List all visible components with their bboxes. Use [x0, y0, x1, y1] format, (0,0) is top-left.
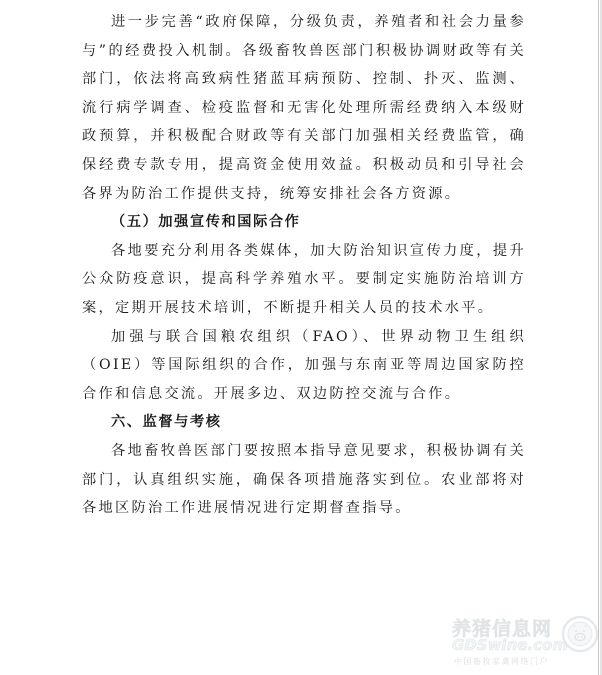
paragraph-international-cooperation: 加强与联合国粮农组织（FAO）、世界动物卫生组织（OIE）等国际组织的合作，加强与东南亚等周边国家防控合作和信息交流。开展多边、双边防控交流与合作。: [82, 328, 526, 402]
section-heading-publicity: （五）加强宣传和国际合作: [111, 214, 301, 231]
watermark-tagline: 中国畜牧家禽网络门户: [454, 657, 549, 666]
paragraph-media-training: 各地要充分利用各类媒体，加大防治知识宣传力度，提升公众防疫意识，提高科学养殖水平。要制定实施防治培训方案，定期开展技术培训，不断提升相关人员的技术水平。: [82, 242, 526, 316]
site-watermark: [452, 614, 602, 675]
document-body: [82, 8, 526, 523]
watermark-title: 养猪信息网: [452, 618, 553, 640]
page-border: [598, 0, 599, 675]
watermark-domain: GDSwine.com: [452, 636, 568, 654]
paragraph-funding-mechanism: 进一步完善“政府保障，分级负责，养殖者和社会力量参与”的经费投入机制。各级畜牧兽医部门积极协调财政等有关部门，依法将高致病性猪蓝耳病预防、控制、扑灭、监测、流行病学调查、检疫监督和无害化处理所需经费纳入本级财政预算，并积极配合财政等有关部门加强相关经费监管，确保经费专款专用，提高资金使用效益。积极动员和引导社会各界为防治工作提供支持，统筹安排社会各方资源。: [82, 14, 526, 202]
paragraph-supervision: 各地畜牧兽医部门要按照本指导意见要求，积极协调有关部门，认真组织实施，确保各项措施落实到位。农业部将对各地区防治工作进展情况进行定期督查指导。: [82, 442, 526, 517]
section-heading-supervision: 六、监督与考核: [111, 414, 222, 431]
pig-logo-icon: [560, 614, 600, 654]
